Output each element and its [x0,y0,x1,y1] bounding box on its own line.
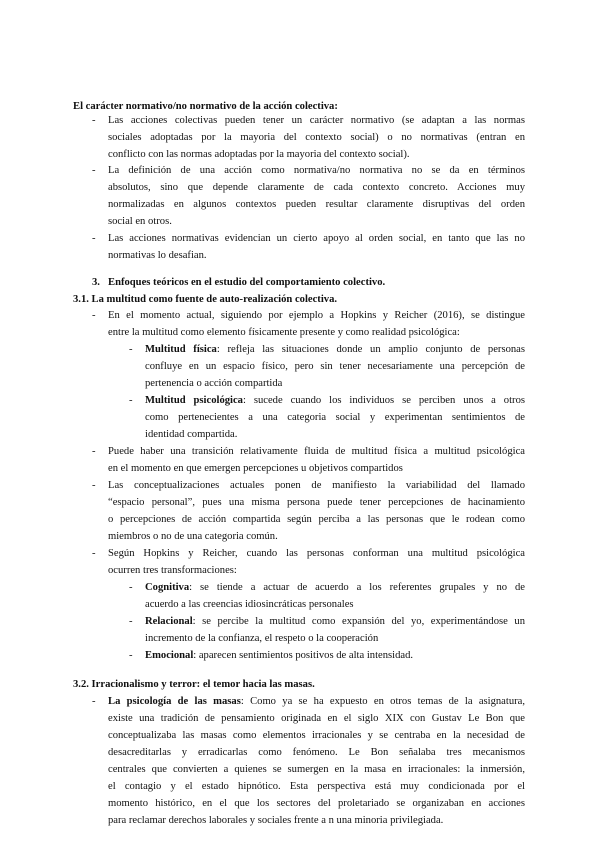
paragraph-line: o percepciones de acción compartida según perciba a las personas que le rodean como [108,514,525,525]
sub-bullet-dash: - [129,650,133,661]
bullet-dash: - [92,446,96,457]
paragraph-line: como pertenecientes a una categoria social y experimentan sentimientos de [145,412,525,423]
paragraph-line: centrales que convierten a quienes se sumergen en la masa en irracionales: la inmersión, [108,764,525,775]
paragraph-line: Puede haber una transición relativamente fluida de multitud física a multitud psicológica [108,446,525,457]
paragraph-line: pertenencia o acción compartida [145,378,283,389]
bullet-dash: - [92,548,96,559]
paragraph-line: Las acciones normativas evidencian un cierto apoyo al orden social, en tanto que las no [108,233,525,244]
term-relacional: Relacional [145,616,193,627]
term-psicologia-masas: La psicología de las masas [108,696,241,707]
paragraph-line: desacreditarlas y erradicarlas como fenómeno. Le Bon señalaba tres mecanismos [108,747,525,758]
term-multitud-psicologica: Multitud psicológica [145,395,243,406]
bullet-dash: - [92,233,96,244]
paragraph-line: La definición de una acción como normativa/no normativa no se da en términos [108,165,525,176]
paragraph-line: La psicología de las masas: Como ya se ha expuesto en otros temas de la asignatura, [108,696,526,707]
paragraph-line: momento histórico, en el que los sectores del proletariado se organizaban en acciones [108,798,525,809]
paragraph-line: ocurren tres transformaciones: [108,565,237,576]
paragraph-line: Multitud física: refleja las situaciones donde un amplio conjunto de personas [145,344,525,355]
paragraph-line: existe una tradición de pensamiento originada en el siglo XIX con Gustav Le Bon que [108,713,525,724]
paragraph-line: “espacio personal”, pues una misma persona puede tener percepciones de hacinamiento [108,497,525,508]
paragraph-line: Según Hopkins y Reicher, cuando las personas conforman una multitud psicológica [108,548,525,559]
paragraph-line: sociales adoptadas por la mayoria del contexto social) o no normativas (entran en [108,132,525,143]
paragraph-line: incremento de la confianza, el respeto o la cooperación [145,633,379,644]
term-emocional: Emocional [145,650,194,661]
paragraph-line: En el momento actual, siguiendo por ejemplo a Hopkins y Reicher (2016), se distingue [108,310,525,321]
sub-bullet-dash: - [129,344,133,355]
subsection-heading-3-2: 3.2. Irracionalismo y terror: el temor hacia las masas. [73,679,315,690]
paragraph-line: confluye en un espacio físico, pero sin tener necesariamente una percepción de [145,361,525,372]
section-heading-enfoques: Enfoques teóricos en el estudio del comportamiento colectivo. [108,277,386,288]
term-multitud-fisica: Multitud física [145,344,217,355]
paragraph-line: para reclamar derechos laborales y sociales frente a n una minoria privilegiada. [108,815,444,826]
sub-bullet-dash: - [129,395,133,406]
bullet-dash: - [92,115,96,126]
paragraph-line: conceptualizaba las masas como elementos irracionales y se centraba en la necesidad de [108,730,525,741]
paragraph-line: acuerdo a las creencias idiosincráticas personales [145,599,354,610]
section-number: 3. [92,277,100,288]
paragraph-line: Multitud psicológica: sucede cuando los individuos se perciben unos a otros [145,395,525,406]
subsection-heading-3-1: 3.1. La multitud como fuente de auto-realización colectiva. [73,294,338,305]
bullet-dash: - [92,310,96,321]
paragraph-line: normativas lo desafian. [108,250,207,261]
paragraph-line: absolutos, sino que depende claramente de cada contexto concreto. Acciones muy [108,182,525,193]
paragraph-line: en el momento en que emergen percepciones u objetivos compartidos [108,463,403,474]
paragraph-line: el contagio y el estado hipnótico. Esta perspectiva está muy condicionada por el [108,781,525,792]
paragraph-line: social en otros. [108,216,172,227]
sub-bullet-dash: - [129,582,133,593]
paragraph-line: normalizadas en algunos contextos pueden resultar claramente disruptivas del orden [108,199,525,210]
paragraph-line: miembros o no de una categoria común. [108,531,278,542]
paragraph-line: Las acciones colectivas pueden tener un carácter normativo (se adaptan a las normas [108,115,525,126]
paragraph-line: Cognitiva: se tiende a actuar de acuerdo a los referentes grupales y no de [145,582,525,593]
paragraph-line: Relacional: se percibe la multitud como expansión del yo, experimentándose un [145,616,525,627]
section-heading-normative: El carácter normativo/no normativo de la acción colectiva: [73,101,338,112]
sub-bullet-dash: - [129,616,133,627]
term-cognitiva: Cognitiva [145,582,190,593]
paragraph-line: entre la multitud como elemento físicamente presente y como realidad psicológica: [108,327,460,338]
bullet-dash: - [92,480,96,491]
bullet-dash: - [92,165,96,176]
paragraph-line: conflicto con las normas adoptadas por la mayoria del contexto social). [108,149,410,160]
paragraph-line: identidad compartida. [145,429,238,440]
paragraph-line: Emocional: aparecen sentimientos positivos de alta intensidad. [145,650,414,661]
bullet-dash: - [92,696,96,707]
paragraph-line: Las conceptualizaciones actuales ponen de manifiesto la variabilidad del llamado [108,480,525,491]
